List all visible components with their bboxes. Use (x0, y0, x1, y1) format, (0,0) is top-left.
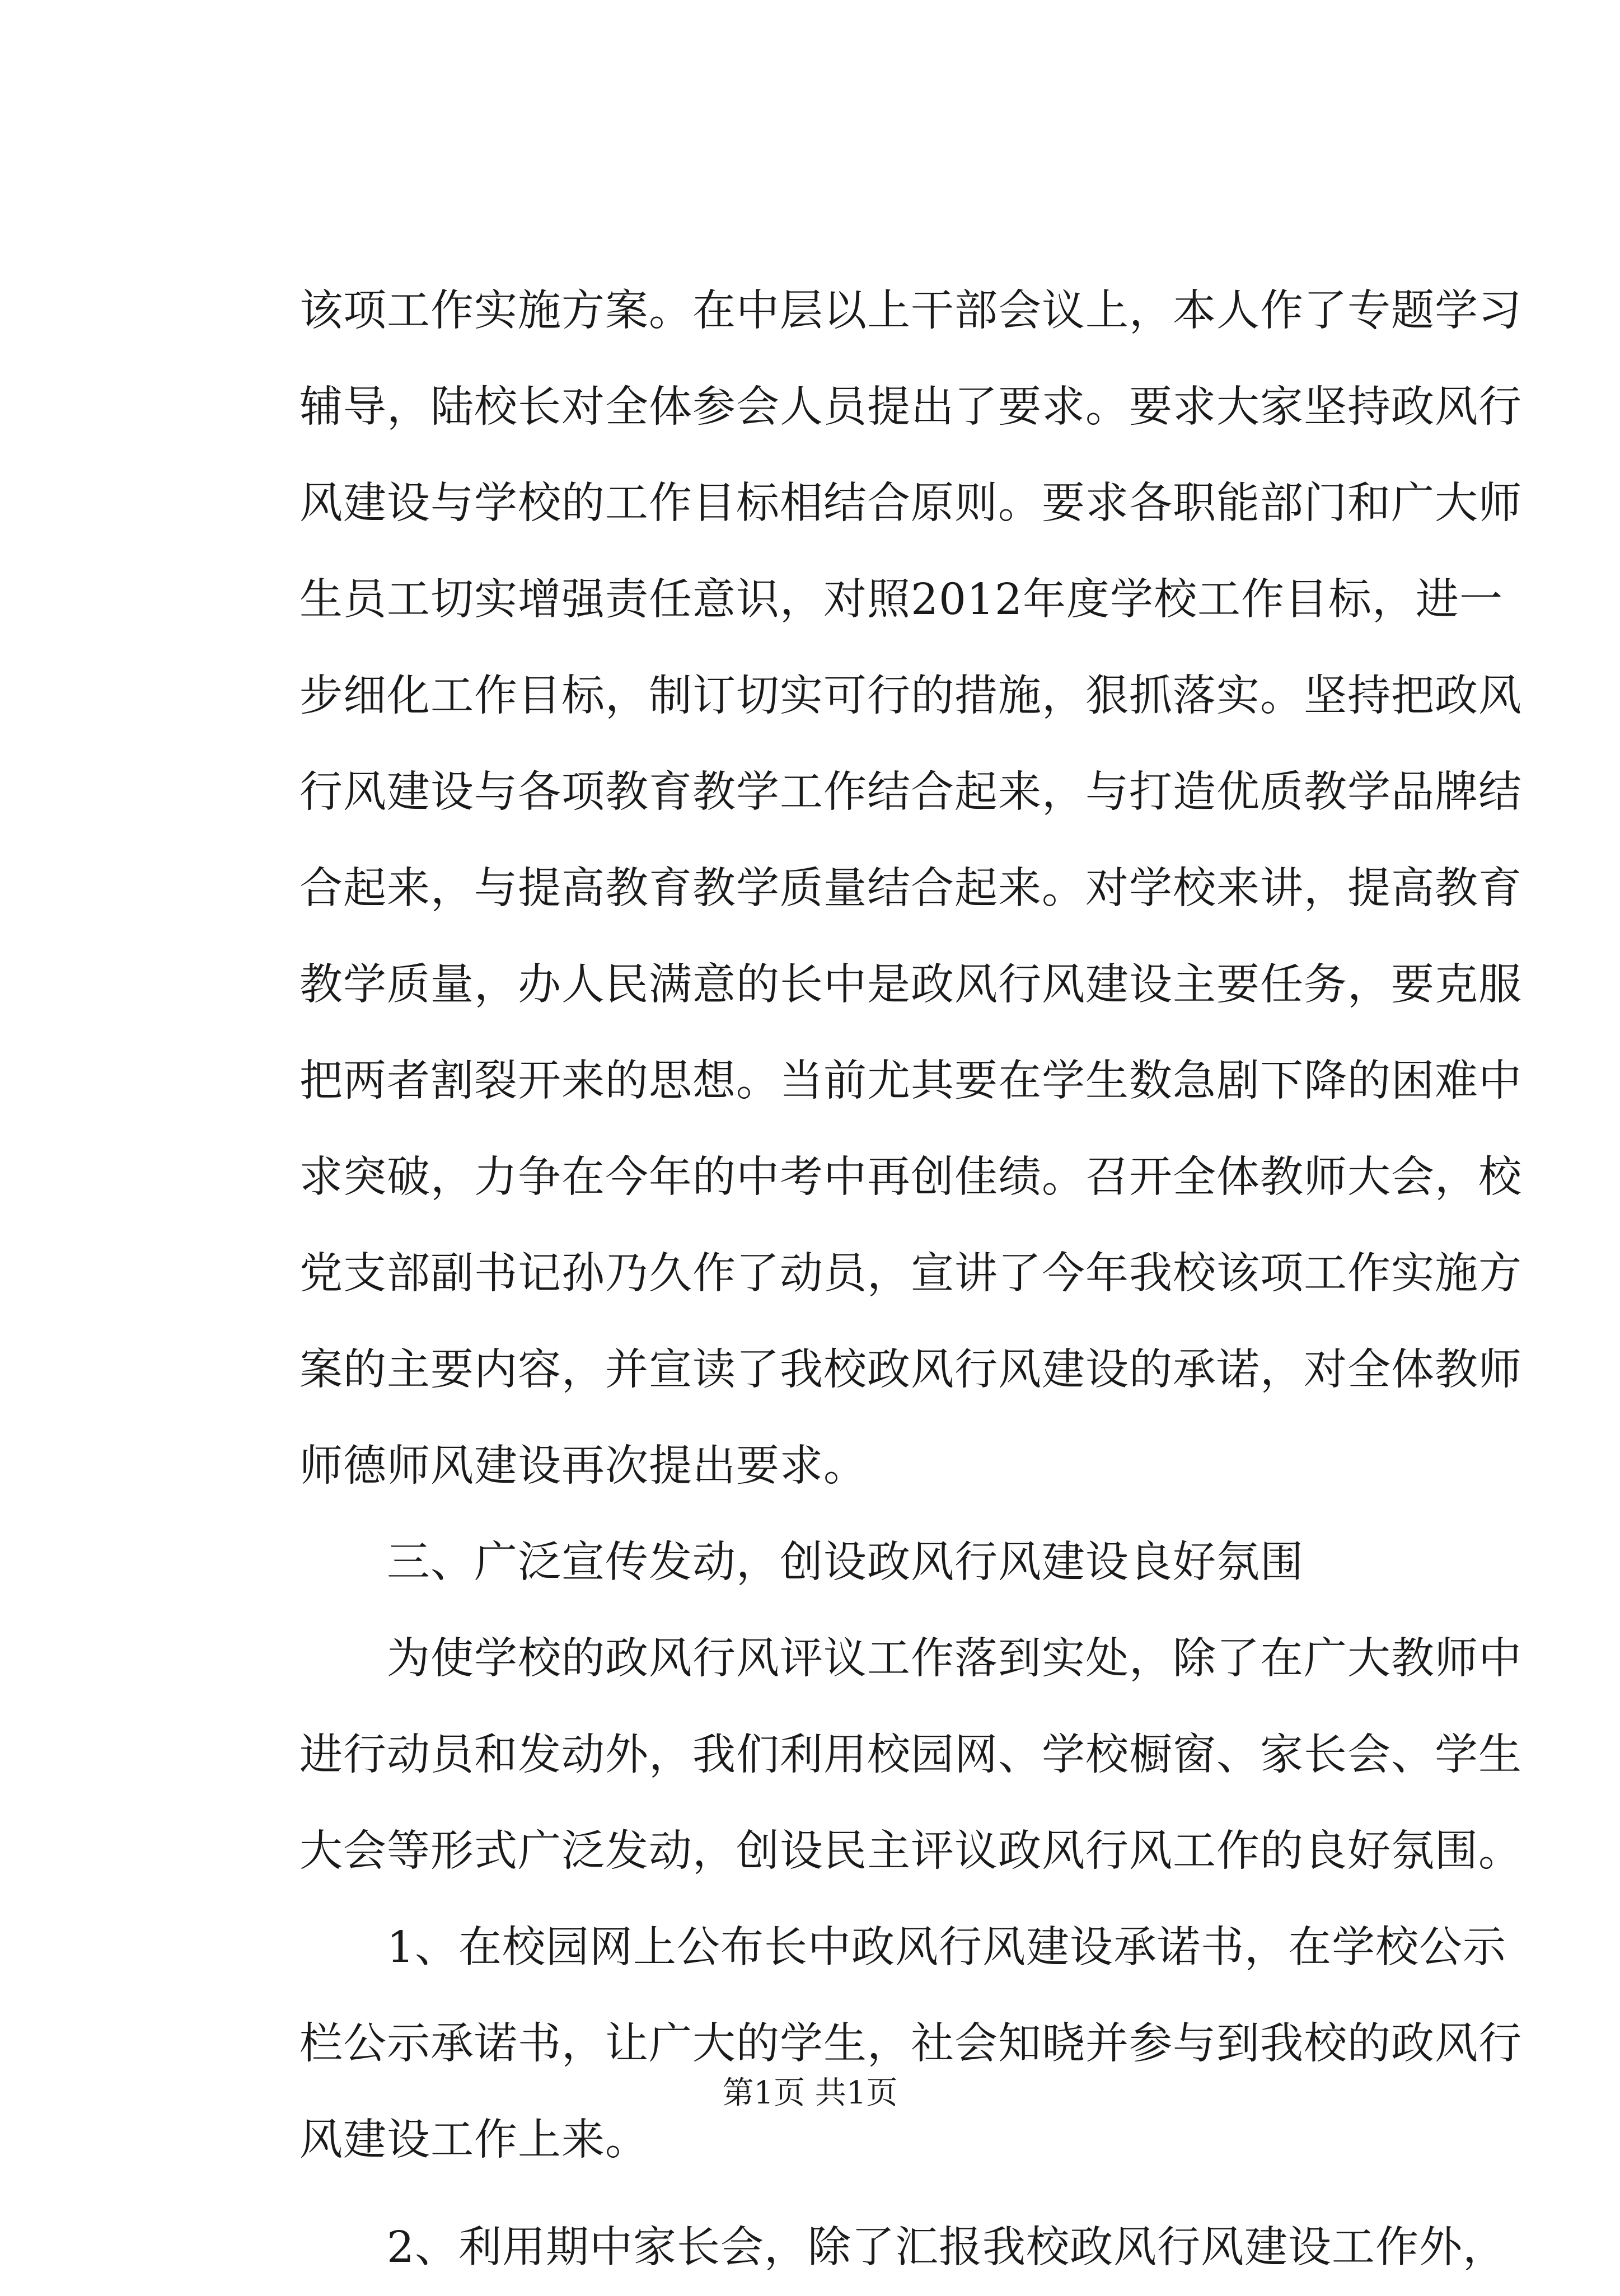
paragraph-line: 辅导，陆校长对全体参会人员提出了要求。要求大家坚持政风行 (299, 382, 1522, 432)
paragraph-line: 1、在校园网上公布长中政风行风建设承诺书，在学校公示 (387, 1923, 1506, 1972)
paragraph-line: 为使学校的政风行风评议工作落到实处，除了在广大教师中 (387, 1634, 1522, 1684)
paragraph-line: 进行动员和发动外，我们利用校园网、学校橱窗、家长会、学生 (299, 1730, 1522, 1780)
paragraph-line: 行风建设与各项教育教学工作结合起来，与打造优质教学品牌结 (299, 767, 1522, 817)
section-heading: 三、广泛宣传发动，创设政风行风建设良好氛围 (387, 1538, 1304, 1587)
paragraph-line: 师德师风建设再次提出要求。 (299, 1441, 867, 1491)
paragraph-line: 求突破，力争在今年的中考中再创佳绩。召开全体教师大会，校 (299, 1152, 1522, 1202)
paragraph-line: 合起来，与提高教育教学质量结合起来。对学校来讲，提高教育 (299, 864, 1522, 913)
page-footer: 第1页 共1页 (722, 2075, 898, 2111)
paragraph-line: 步细化工作目标，制订切实可行的措施，狠抓落实。坚持把政风 (299, 671, 1522, 721)
paragraph-line: 风建设工作上来。 (299, 2115, 649, 2165)
paragraph-line: 把两者割裂开来的思想。当前尤其要在学生数急剧下降的困难中 (299, 1056, 1522, 1106)
paragraph-line: 教学质量，办人民满意的长中是政风行风建设主要任务，要克服 (299, 960, 1522, 1010)
paragraph-line: 党支部副书记孙乃久作了动员，宣讲了今年我校该项工作实施方 (299, 1249, 1522, 1299)
paragraph-line: 风建设与学校的工作目标相结合原则。要求各职能部门和广大师 (299, 479, 1522, 528)
paragraph-line: 栏公示承诺书，让广大的学生，社会知晓并参与到我校的政风行 (299, 2019, 1522, 2069)
paragraph-line: 大会等形式广泛发动，创设民主评议政风行风工作的良好氛围。 (299, 1826, 1522, 1876)
paragraph-line: 2、利用期中家长会，除了汇报我校政风行风建设工作外， (387, 2223, 1506, 2272)
paragraph-line: 案的主要内容，并宣读了我校政风行风建设的承诺，对全体教师 (299, 1345, 1522, 1395)
paragraph-gap (299, 2189, 1413, 2200)
paragraph-line: 该项工作实施方案。在中层以上干部会议上，本人作了专题学习 (299, 286, 1522, 336)
paragraph-line: 生员工切实增强责任意识，对照2012年度学校工作目标，进一 (299, 575, 1503, 625)
body-text (299, 263, 1522, 2296)
